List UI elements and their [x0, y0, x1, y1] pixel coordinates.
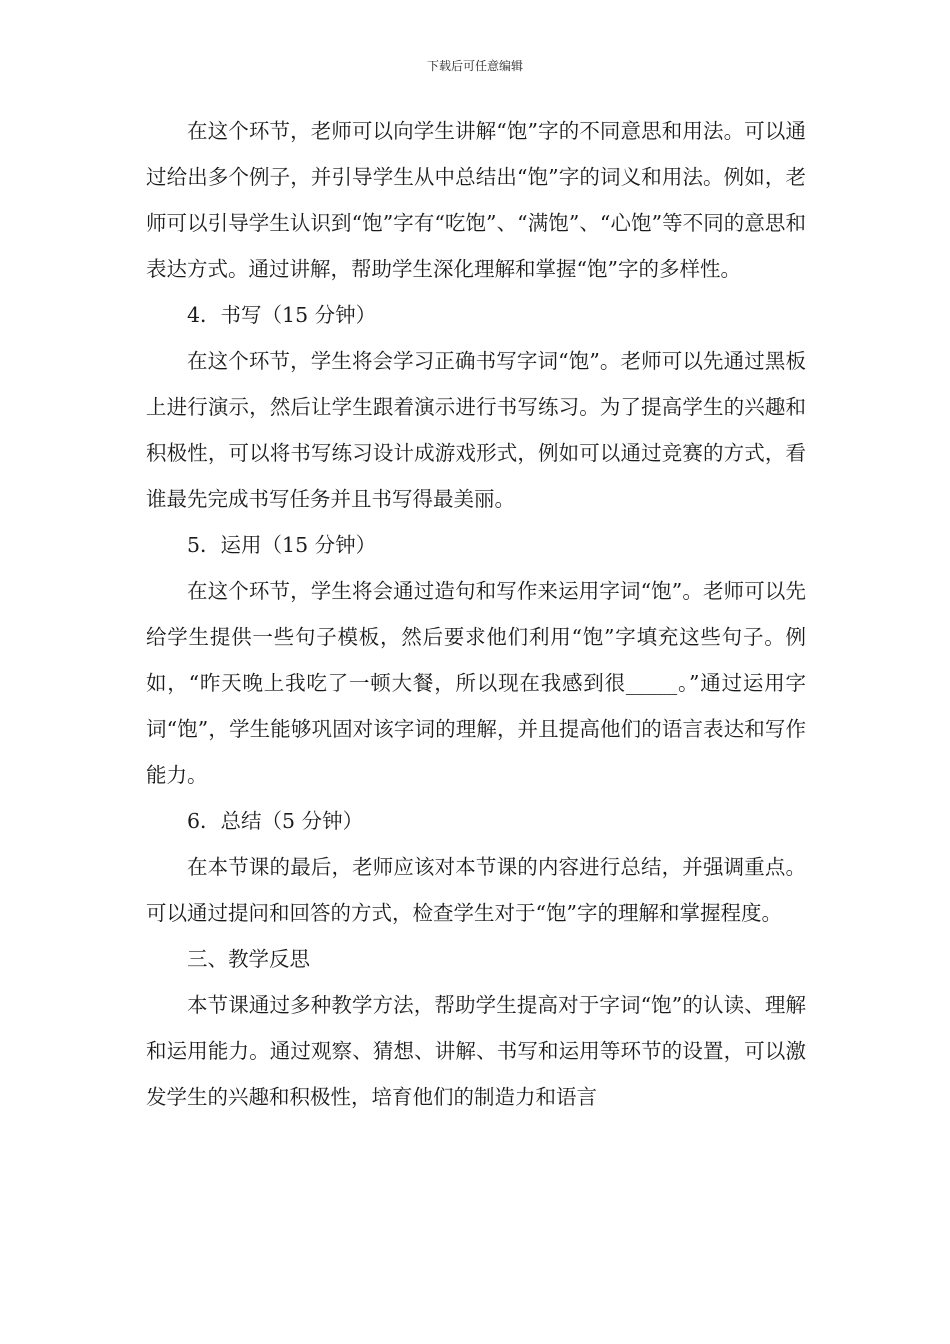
- section-heading-summary: 6．总结（5 分钟）: [187, 809, 364, 833]
- document-body: [146, 108, 806, 1120]
- paragraph-summary: 在本节课的最后，老师应该对本节课的内容进行总结，并强调重点。可以通过提问和回答的方式，检查学生对于“饱”字的理解和掌握程度。: [146, 855, 806, 925]
- section-heading-writing: 4．书写（15 分钟）: [187, 303, 377, 327]
- paragraph-usage: 在这个环节，学生将会通过造句和写作来运用字词“饱”。老师可以先给学生提供一些句子模板，然后要求他们利用“饱”字填充这些句子。例如，“昨天晚上我吃了一顿大餐，所以现在我感到很_____。”通过运用字词“饱”，学生能够巩固对该字词的理解，并且提高他们的语言表达和写作能力。: [146, 579, 806, 787]
- page-header-note: 下载后可任意编辑: [426, 59, 523, 73]
- paragraph-explanation: 在这个环节，老师可以向学生讲解“饱”字的不同意思和用法。可以通过给出多个例子，并引导学生从中总结出“饱”字的词义和用法。例如，老师可以引导学生认识到“饱”字有“吃饱”、“满饱”、“心饱”等不同的意思和表达方式。通过讲解，帮助学生深化理解和掌握“饱”字的多样性。: [146, 119, 806, 281]
- section-heading-usage: 5．运用（15 分钟）: [187, 533, 377, 557]
- paragraph-writing: 在这个环节，学生将会学习正确书写字词“饱”。老师可以先通过黑板上进行演示，然后让学生跟着演示进行书写练习。为了提高学生的兴趣和积极性，可以将书写练习设计成游戏形式，例如可以通过竞赛的方式，看谁最先完成书写任务并且书写得最美丽。: [146, 349, 806, 511]
- paragraph-reflection: 本节课通过多种教学方法，帮助学生提高对于字词“饱”的认读、理解和运用能力。通过观察、猜想、讲解、书写和运用等环节的设置，可以激发学生的兴趣和积极性，培育他们的制造力和语言: [146, 993, 806, 1109]
- section-heading-reflection: 三、教学反思: [187, 947, 310, 971]
